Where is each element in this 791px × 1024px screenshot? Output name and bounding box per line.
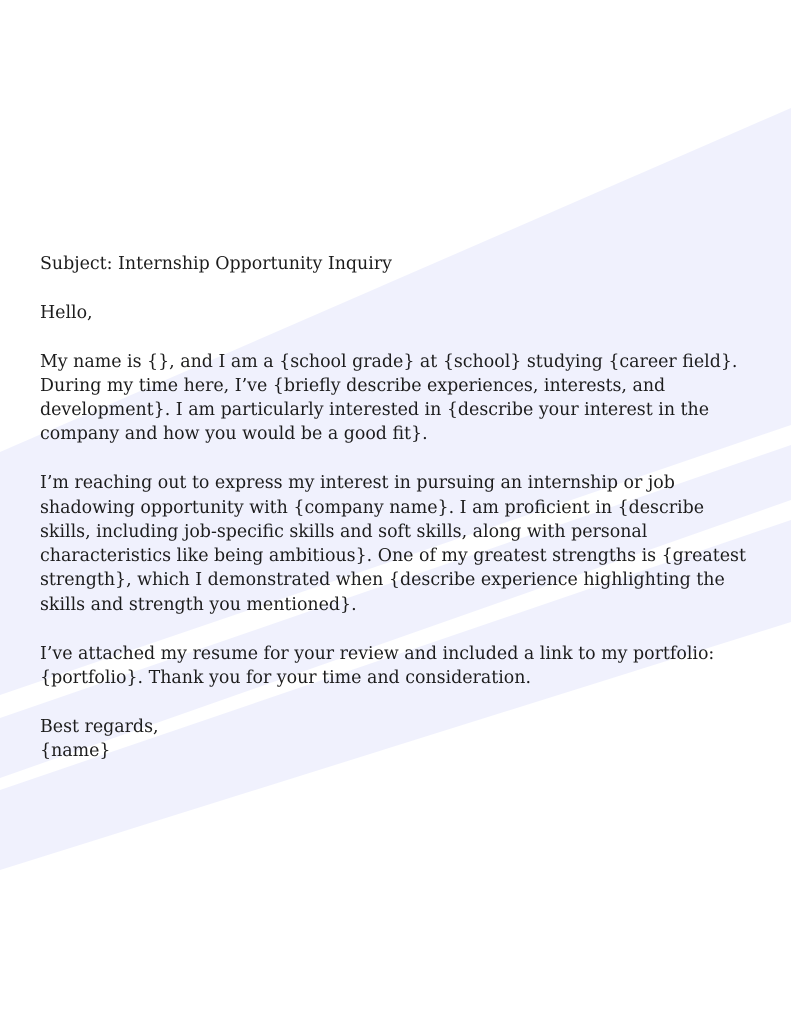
subject-line: Subject: Internship Opportunity Inquiry — [40, 254, 392, 274]
paragraph-attachment: I’ve attached my resume for your review and included a link to my portfolio: {portfolio}. Thank you for your time and consideration. — [40, 643, 715, 688]
letter-body — [40, 252, 760, 763]
paragraph-introduction: My name is {}, and I am a {school grade} at {school} studying {career field}. During my time here, I’ve {briefly describe experiences, interests, and development}. I am particularly interested in {describe your interest in the company and how you would be a good fit}. — [40, 351, 738, 445]
greeting: Hello, — [40, 302, 93, 323]
paragraph-interest: I’m reaching out to express my interest in pursuing an internship or job shadowing opportunity with {company name}. I am proficient in {describe skills, including job-specific skills and soft skills, along with personal characteristics like being ambitious}. One of my greatest strengths is {greatest strength}, which I demonstrated when {describe experience highlighting the skills and strength you mentioned}. — [40, 473, 746, 615]
signature: {name} — [40, 740, 111, 761]
closing: Best regards, — [40, 716, 159, 737]
